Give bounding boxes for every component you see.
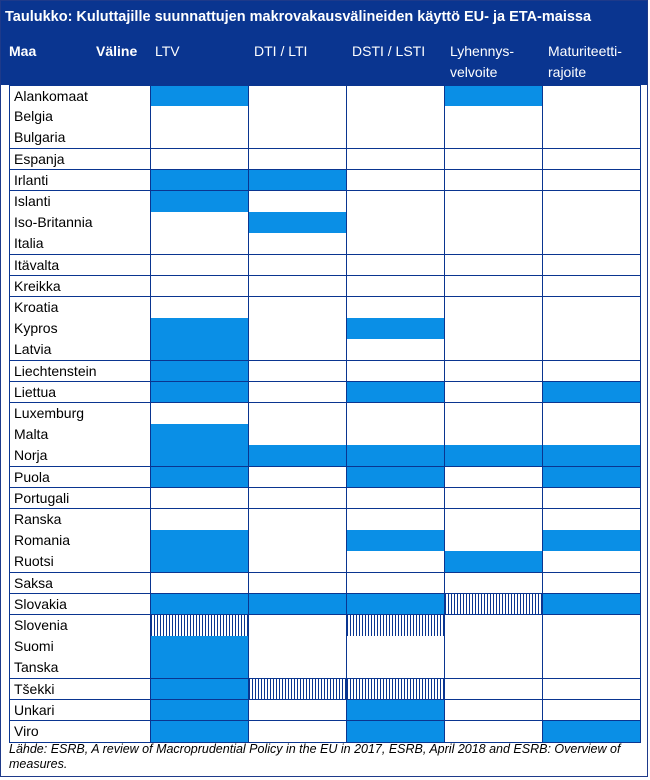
measure-cell [249,445,347,467]
measure-cell [445,615,543,637]
measure-cell [249,530,347,552]
country-cell: Espanja [9,149,151,171]
measure-cell [249,721,347,743]
table-row [9,700,641,721]
measure-cell [151,509,249,531]
table-row [9,106,641,127]
measure-cell [249,700,347,722]
table-row [9,424,641,445]
measure-cell [445,127,543,149]
measure-cell [151,297,249,319]
table-row [9,339,641,360]
measure-cell [445,85,543,107]
measure-cell [151,85,249,107]
measure-cell [347,721,445,743]
measure-cell [151,679,249,701]
measure-cell [543,488,641,510]
country-cell: Tšekki [9,679,151,701]
measure-cell [347,212,445,234]
measure-cell [445,382,543,404]
measure-cell [347,573,445,595]
measure-cell [151,127,249,149]
measure-cell [249,467,347,489]
measure-cell [347,382,445,404]
table-row [9,636,641,657]
measure-cell [347,318,445,340]
column-header-maturiteettirajoite: Maturiteetti- rajoite [548,43,622,80]
measure-cell [151,615,249,637]
measure-cell [445,679,543,701]
measure-cell [543,445,641,467]
country-cell: Unkari [9,700,151,722]
country-cell: Liettua [9,382,151,404]
country-cell: Bulgaria [9,127,151,149]
measure-cell [249,191,347,213]
table-row [9,573,641,594]
measure-cell [249,657,347,679]
measure-cell [347,530,445,552]
measure-cell [347,488,445,510]
measure-cell [151,551,249,573]
country-cell: Italia [9,233,151,255]
country-cell: Liechtenstein [9,361,151,383]
measure-cell [543,276,641,298]
measure-cell [151,657,249,679]
table-row [9,467,641,488]
country-cell: Kreikka [9,276,151,298]
measure-cell [543,403,641,425]
measure-cell [249,509,347,531]
measure-cell [543,318,641,340]
country-cell: Iso-Britannia [9,212,151,234]
country-cell: Latvia [9,339,151,361]
measure-cell [347,191,445,213]
country-cell: Norja [9,445,151,467]
table-row [9,615,641,636]
measure-cell [347,297,445,319]
source-note: Lähde: ESRB, A review of Macroprudential Policy in the EU in 2017, ESRB, April 2018 and ESRB: Overview of measures. [9,742,621,771]
measure-cell [249,339,347,361]
measure-cell [347,657,445,679]
measure-cell [543,615,641,637]
measure-cell [543,382,641,404]
country-cell: Kypros [9,318,151,340]
country-cell: Ruotsi [9,551,151,573]
measure-cell [249,551,347,573]
measure-cell [543,530,641,552]
measure-cell [347,509,445,531]
measure-cell [445,700,543,722]
measure-cell [543,467,641,489]
measure-cell [445,657,543,679]
measure-cell [543,149,641,171]
measure-cell [151,191,249,213]
measure-cell [445,106,543,128]
measure-cell [249,488,347,510]
measure-cell [445,403,543,425]
country-cell: Islanti [9,191,151,213]
measure-cell [347,615,445,637]
measure-cell [445,445,543,467]
country-cell: Luxemburg [9,403,151,425]
measure-cell [347,233,445,255]
measure-cell [249,255,347,277]
measure-cell [543,297,641,319]
measure-cell [151,149,249,171]
measure-cell [249,233,347,255]
table-row [9,721,641,742]
column-header-dti-lti: DTI / LTI [254,43,308,59]
table-row [9,149,641,170]
measure-cell [347,276,445,298]
measure-cell [543,339,641,361]
measure-cell [151,467,249,489]
measure-cell [151,700,249,722]
measure-cell [151,255,249,277]
measure-cell [445,424,543,446]
country-cell: Itävalta [9,255,151,277]
measure-cell [347,424,445,446]
table-header [1,1,647,85]
table-row [9,170,641,191]
measure-cell [543,573,641,595]
column-header-ltv: LTV [155,43,180,59]
measure-cell [347,467,445,489]
measure-cell [445,636,543,658]
measure-cell [445,276,543,298]
table-title: Taulukko: Kuluttajille suunnattujen makrovakausvälineiden käyttö EU- ja ETA-maissa [5,9,592,25]
measure-cell [151,233,249,255]
measure-cell [249,615,347,637]
measure-cell [445,255,543,277]
measure-cell [151,594,249,616]
measure-cell [543,106,641,128]
country-cell: Viro [9,721,151,743]
measure-cell [347,255,445,277]
measure-cell [445,318,543,340]
measure-cell [445,467,543,489]
measure-cell [543,233,641,255]
measure-cell [151,361,249,383]
measure-cell [445,594,543,616]
measure-cell [445,573,543,595]
measure-cell [347,551,445,573]
country-cell: Suomi [9,636,151,658]
measure-cell [347,339,445,361]
measure-cell [543,509,641,531]
measure-cell [445,297,543,319]
measure-cell [543,127,641,149]
measure-cell [151,106,249,128]
measure-cell [445,551,543,573]
measure-cell [543,170,641,192]
table-row [9,403,641,424]
measure-cell [151,170,249,192]
measure-cell [543,679,641,701]
measure-cell [445,488,543,510]
measure-cell [543,424,641,446]
measure-cell [249,127,347,149]
measure-cell [347,106,445,128]
measure-cell [249,636,347,658]
measure-cell [543,551,641,573]
measure-cell [249,679,347,701]
measure-cell [543,594,641,616]
measure-cell [249,573,347,595]
measure-cell [445,509,543,531]
country-cell: Ranska [9,509,151,531]
measure-cell [347,636,445,658]
country-cell: Saksa [9,573,151,595]
measure-cell [151,445,249,467]
measure-cell [347,85,445,107]
measure-cell [151,318,249,340]
measure-cell [543,255,641,277]
country-cell: Kroatia [9,297,151,319]
measure-cell [347,445,445,467]
measure-cell [347,679,445,701]
measure-cell [347,700,445,722]
measure-cell [347,403,445,425]
table-row [9,361,641,382]
measure-cell [151,403,249,425]
measure-cell [151,530,249,552]
table-row [9,255,641,276]
table-row [9,297,641,318]
country-cell: Portugali [9,488,151,510]
country-cell: Slovakia [9,594,151,616]
table-row [9,509,641,530]
measure-cell [249,106,347,128]
measure-cell [249,276,347,298]
measure-cell [445,191,543,213]
measure-cell [445,233,543,255]
measure-cell [249,382,347,404]
table-row [9,445,641,466]
table-row [9,530,641,551]
measure-cell [249,297,347,319]
measure-cell [347,170,445,192]
table-row [9,191,641,212]
table-row [9,551,641,572]
country-cell: Puola [9,467,151,489]
measure-cell [151,573,249,595]
measure-cell [445,170,543,192]
measure-cell [543,85,641,107]
measure-cell [543,636,641,658]
measure-cell [151,382,249,404]
measure-cell [347,149,445,171]
measure-cell [543,212,641,234]
measure-cell [151,721,249,743]
table-row [9,382,641,403]
measure-cell [249,318,347,340]
country-cell: Slovenia [9,615,151,637]
measure-cell [445,361,543,383]
measure-cell [445,721,543,743]
country-cell: Romania [9,530,151,552]
country-cell: Tanska [9,657,151,679]
table-row [9,318,641,339]
measure-cell [445,149,543,171]
measure-cell [445,212,543,234]
measure-cell [249,594,347,616]
measure-cell [151,488,249,510]
column-header-lyhennysvelvoite: Lyhennys- velvoite [450,43,515,80]
country-cell: Irlanti [9,170,151,192]
measure-cell [151,276,249,298]
measure-cell [445,339,543,361]
column-header-dsti-lsti: DSTI / LSTI [352,43,426,59]
table-row [9,127,641,148]
measure-cell [151,339,249,361]
country-cell: Belgia [9,106,151,128]
measure-cell [249,85,347,107]
column-header-valine: Väline [96,43,138,59]
table-row [9,488,641,509]
measure-cell [151,636,249,658]
measure-cell [249,149,347,171]
measure-cell [249,361,347,383]
country-cell: Alankomaat [9,85,151,107]
measure-cell [249,170,347,192]
country-cell: Malta [9,424,151,446]
measure-cell [151,424,249,446]
table-row [9,233,641,254]
table-row [9,276,641,297]
measure-cell [249,424,347,446]
measure-cell [543,657,641,679]
measure-cell [347,594,445,616]
measure-cell [249,403,347,425]
measure-cell [445,530,543,552]
table-row [9,594,641,615]
measure-cell [543,191,641,213]
column-header-maa: Maa [9,43,37,59]
measure-cell [151,212,249,234]
measure-cell [249,212,347,234]
table-row [9,657,641,678]
table-row [9,212,641,233]
measure-cell [347,361,445,383]
measure-cell [543,700,641,722]
table-row [9,85,641,106]
table-row [9,679,641,700]
measure-cell [543,361,641,383]
measure-cell [347,127,445,149]
measure-cell [543,721,641,743]
